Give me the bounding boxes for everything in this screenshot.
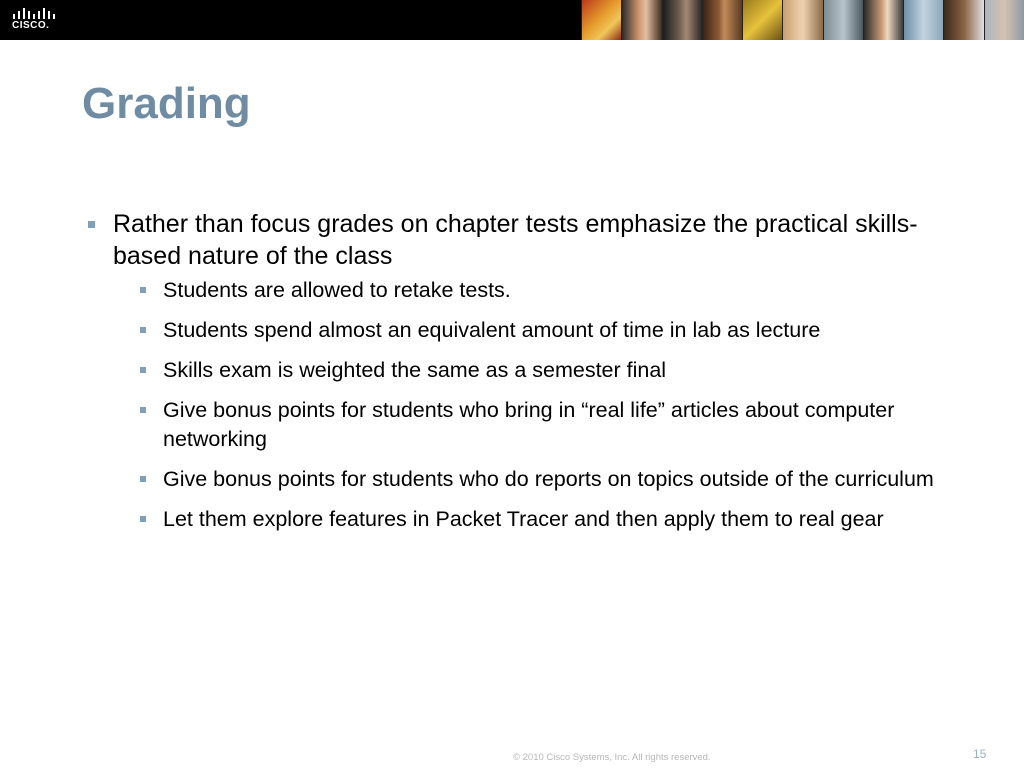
bullet-square-icon xyxy=(140,327,146,333)
sub-bullet-text: Skills exam is weighted the same as a semester final xyxy=(163,358,667,382)
sub-bullet-item xyxy=(138,465,963,494)
header-photo xyxy=(742,0,782,40)
bullet-item xyxy=(88,208,968,272)
header-photo xyxy=(823,0,863,40)
slide-body xyxy=(88,208,968,545)
sub-bullet-text: Students are allowed to retake tests. xyxy=(163,278,511,302)
header-photo xyxy=(984,0,1024,40)
header-bar xyxy=(0,0,1024,40)
header-photo xyxy=(702,0,742,40)
slide-title: Grading xyxy=(82,79,251,128)
cisco-logo xyxy=(12,6,62,34)
bullet-text: Rather than focus grades on chapter tests emphasize the practical skills-based nature of the class xyxy=(113,210,918,270)
photo-strip xyxy=(581,0,1024,40)
header-photo xyxy=(863,0,903,40)
sub-bullet-text: Let them explore features in Packet Tracer and then apply them to real gear xyxy=(163,507,884,531)
header-photo xyxy=(621,0,661,40)
cisco-bridge-icon xyxy=(12,6,56,20)
page-number: 15 xyxy=(973,747,987,761)
copyright-notice: © 2010 Cisco Systems, Inc. All rights reserved. xyxy=(513,752,711,763)
sub-bullet-list xyxy=(88,276,968,534)
sub-bullet-item xyxy=(138,396,963,454)
sub-bullet-item xyxy=(138,316,963,345)
header-photo xyxy=(943,0,983,40)
sub-bullet-text: Give bonus points for students who bring in “real life” articles about computer networking xyxy=(163,398,895,451)
cisco-wordmark: CISCO. xyxy=(12,20,50,31)
sub-bullet-item xyxy=(138,356,963,385)
bullet-square-icon xyxy=(140,516,146,522)
bullet-square-icon xyxy=(140,407,146,413)
bullet-square-icon xyxy=(140,476,146,482)
sub-bullet-item xyxy=(138,505,963,534)
header-photo xyxy=(782,0,822,40)
bullet-square-icon xyxy=(140,367,146,373)
header-photo xyxy=(662,0,702,40)
sub-bullet-item xyxy=(138,276,963,305)
bullet-square-icon xyxy=(140,287,146,293)
header-photo xyxy=(581,0,621,40)
header-photo xyxy=(903,0,943,40)
sub-bullet-text: Give bonus points for students who do reports on topics outside of the curriculum xyxy=(163,467,934,491)
sub-bullet-text: Students spend almost an equivalent amount of time in lab as lecture xyxy=(163,318,821,342)
bullet-square-icon xyxy=(88,221,95,228)
